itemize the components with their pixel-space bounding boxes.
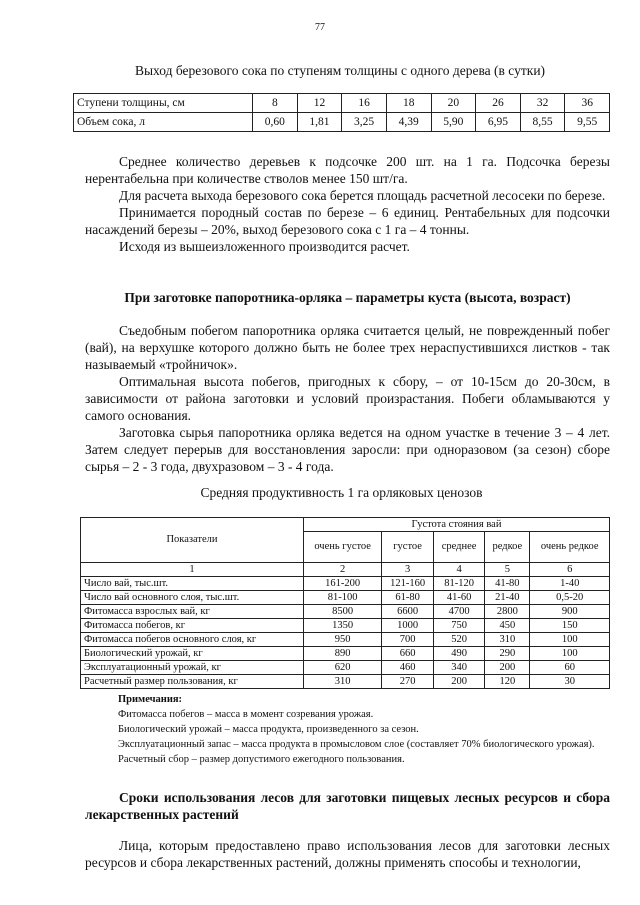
row-label: Фитомасса побегов основного слоя, кг [81,633,304,647]
table-row [81,633,610,647]
table-cell: 1-40 [530,577,610,591]
table-cell: 5,90 [431,113,476,132]
paragraph: Исходя из вышеизложенного производится расчет. [119,239,410,254]
table-cell: 290 [485,647,530,661]
table1-title: Выход березового сока по ступеням толщины с одного дерева (в сутки) [134,63,546,78]
table-cell: 4,39 [386,113,431,132]
table-cell: 700 [382,633,434,647]
table-row [81,619,610,633]
table-cell: 41-60 [433,591,484,605]
paragraph-block-2 [85,322,610,475]
section-heading: При заготовке папоротника-орляка – параметры куста (высота, возраст) [124,290,571,305]
header-cell: редкое [485,532,530,563]
table-cell: 900 [530,605,610,619]
table-cell: 0,5-20 [530,591,610,605]
table-row [81,591,610,605]
table-cell: 20 [431,94,476,113]
note-item: Эксплуатационный запас – масса продукта в промысловом слое (составляет 70% биологического урожая). [118,739,595,750]
row-label: Расчетный размер пользования, кг [81,675,304,689]
table-number-row [81,563,610,577]
table-cell: 41-80 [485,577,530,591]
row-label: Ступени толщины, см [74,94,253,113]
row-label: Эксплуатационный урожай, кг [81,661,304,675]
table-cell: 8500 [304,605,382,619]
table-cell: 200 [485,661,530,675]
table-cell: 890 [304,647,382,661]
table-row [81,647,610,661]
table-cell: 340 [433,661,484,675]
table-cell: 660 [382,647,434,661]
table-cell: 150 [530,619,610,633]
table-cell: 2800 [485,605,530,619]
table-cell: 30 [530,675,610,689]
table2-title: Средняя продуктивность 1 га орляковых ценозов [200,485,483,500]
paragraph: Съедобным побегом папоротника орляка считается целый, не поврежденный побег (вай), на верхушке которого должно быть не более трех нераспустившихся листков - так называемый «тройничок». [85,323,610,372]
table-cell: 460 [382,661,434,675]
table-header-row [81,518,610,532]
paragraph-block-3 [85,837,610,871]
col-number: 2 [304,563,382,577]
row-label: Число вай, тыс.шт. [81,577,304,591]
table-cell: 61-80 [382,591,434,605]
table-cell: 81-120 [433,577,484,591]
table-cell: 490 [433,647,484,661]
table-row [81,605,610,619]
table-cell: 16 [342,94,387,113]
table-cell: 1000 [382,619,434,633]
header-cell: очень густое [304,532,382,563]
paragraph: Для расчета выхода березового сока берется площадь расчетной лесосеки по березе. [119,188,606,203]
header-cell: густое [382,532,434,563]
header-indicators: Показатели [81,518,304,563]
table-row [81,577,610,591]
paragraph: Принимается породный состав по березе – 6 единиц. Рентабельных для подсочки насаждений березы – 20%, выход березового сока с 1 га – 4 тонны. [85,205,610,237]
table-cell: 81-100 [304,591,382,605]
paragraph-block-1 [85,153,610,255]
table-cell: 120 [485,675,530,689]
row-label: Биологический урожай, кг [81,647,304,661]
table-cell: 36 [565,94,610,113]
col-number: 1 [81,563,304,577]
row-label: Число вай основного слоя, тыс.шт. [81,591,304,605]
table-cell: 1,81 [297,113,342,132]
table-cell: 60 [530,661,610,675]
table-cell: 8,55 [520,113,565,132]
table-cell: 121-160 [382,577,434,591]
table-cell: 4700 [433,605,484,619]
table-cell: 450 [485,619,530,633]
note-item: Расчетный сбор – размер допустимого ежегодного пользования. [118,754,405,765]
header-density: Густота стояния вай [304,518,610,532]
table-cell: 100 [530,633,610,647]
table-cell: 270 [382,675,434,689]
table-cell: 200 [433,675,484,689]
table-cell: 310 [485,633,530,647]
note-item: Биологический урожай – масса продукта, произведенного за сезон. [118,724,419,735]
table-row [74,94,610,113]
table-cell: 32 [520,94,565,113]
table-cell: 26 [476,94,521,113]
table-row [74,113,610,132]
table-row [81,661,610,675]
row-label: Фитомасса взрослых вай, кг [81,605,304,619]
table-cell: 9,55 [565,113,610,132]
table-cell: 161-200 [304,577,382,591]
row-label: Фитомасса побегов, кг [81,619,304,633]
notes-block [80,692,610,767]
row-label: Объем сока, л [74,113,253,132]
col-number: 4 [433,563,484,577]
table-cell: 6,95 [476,113,521,132]
table-cell: 0,60 [253,113,298,132]
table-cell: 12 [297,94,342,113]
paragraph: Среднее количество деревьев к подсочке 200 шт. на 1 га. Подсочка березы нерентабельна при количестве стволов менее 150 шт/га. [85,154,610,186]
fern-productivity-table [80,517,610,689]
table-cell: 100 [530,647,610,661]
paragraph: Лица, которым предоставлено право использования лесов для заготовки лесных ресурсов и сбора лекарственных растений, должны применять способы и технологии, [85,838,610,870]
paragraph: Заготовка сырья папоротника орляка ведется на одном участке в течение 3 – 4 лет. Затем следует перерыв для восстановления заросли: при одноразовом (за сезон) сборе сырья – 2 - 3 года, двухразовом – 3 - 4 года. [85,425,610,474]
paragraph: Оптимальная высота побегов, пригодных к сбору, – от 10-15см до 20-30см, в зависимости от района заготовки и условий произрастания. Побеги обламываются у самого основания. [85,374,610,423]
table-cell: 21-40 [485,591,530,605]
table-cell: 950 [304,633,382,647]
table-cell: 8 [253,94,298,113]
notes-title: Примечания: [118,694,183,705]
heading-text: Сроки использования лесов для заготовки пищевых лесных ресурсов и сбора лекарственных растений [85,790,610,822]
page-number: 77 [315,22,325,33]
table-cell: 1350 [304,619,382,633]
table-cell: 620 [304,661,382,675]
table-cell: 6600 [382,605,434,619]
note-item: Фитомасса побегов – масса в момент созревания урожая. [118,709,374,720]
header-cell: очень редкое [530,532,610,563]
table-cell: 18 [386,94,431,113]
col-number: 6 [530,563,610,577]
table-cell: 310 [304,675,382,689]
birch-sap-table [73,93,610,132]
table-row [81,675,610,689]
table-cell: 750 [433,619,484,633]
col-number: 5 [485,563,530,577]
header-cell: среднее [433,532,484,563]
table-cell: 3,25 [342,113,387,132]
col-number: 3 [382,563,434,577]
section-heading-2 [85,789,610,823]
table-cell: 520 [433,633,484,647]
